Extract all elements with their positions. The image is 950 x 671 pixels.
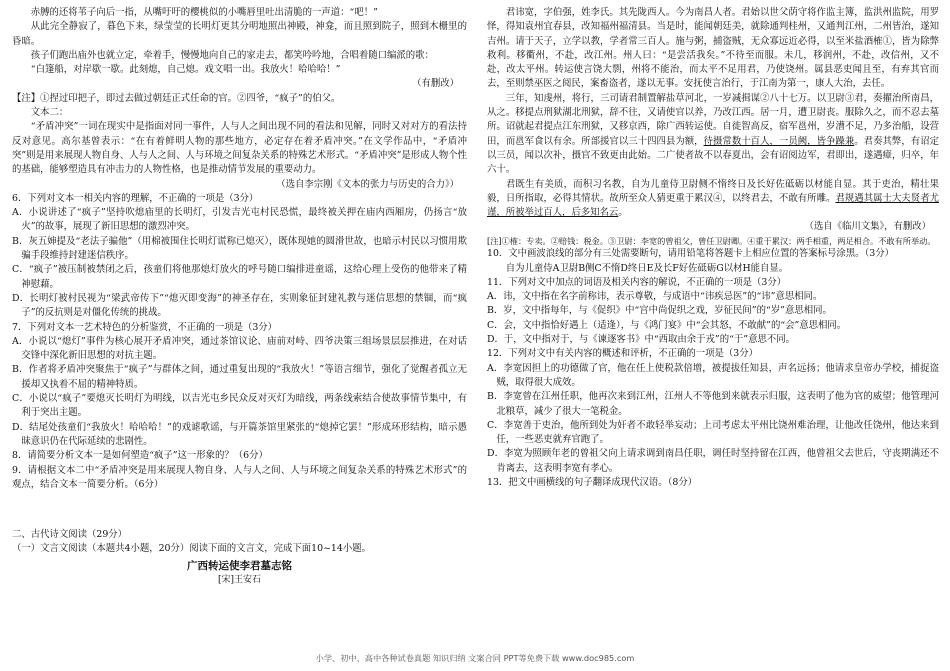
question-10-sentence: 自为儿童侍A卫尉B侧C不惰D终日E及长F好佐砥砺G以材H能自显。	[505, 262, 789, 274]
option-11c: C．会，文中指恰好遇上（适逢），与《鸿门宴》中“会其怒，不敢献”的“会”意思相同。	[487, 319, 847, 331]
option-6a: A．小说讲述了“疯子”坚持吹熄庙里的长明灯，引发吉光屯村民恐慌，最终被关押在庙内西厢房，仍扬言“放火”的故事，展现了新旧思想的激烈冲突。	[12, 207, 467, 233]
right-column	[487, 6, 939, 490]
source-note: （选自李宗刚《文本的张力与历史的合力》）	[276, 178, 459, 190]
question-13: 13．把文中画横线的句子翻译成现代汉语。（8分）	[487, 477, 698, 488]
passage-title: 广西转运使李君墓志铭	[187, 559, 292, 572]
option-11d: D．于，文中指对于，与《谏逐客书》中“西取由余于戎”的“于”意思不同。	[487, 334, 795, 346]
option-6c: C．“疯子”被压制被禁闭之后，孩童们将他那熄灯放火的呼号随口编排进童谣，这给心理上受伤的他带来了精神慰藉。	[12, 264, 467, 290]
option-7c: C．小说以“疯子”要熄灭长明灯为明线，以吉光屯乡民众反对灭灯为暗线，两条线索结合使故事情节集中，有利于突出主题。	[12, 393, 467, 419]
annotation: 【注】①捏过印把子，即过去做过朝廷正式任命的官。②四爷，“疯子”的伯父。	[12, 92, 341, 104]
option-6b: B．灰五婶提及“老法子骗他”（用棉被围住长明灯谎称已熄灭），既体现她的圆滑世故，也暗示村民以习惯用欺骗手段维持封建迷信秩序。	[12, 235, 467, 262]
story-paragraph: 赤膊的还将苇子向后一指，从嘴吁吁的樱桃似的小嘴唇里吐出清脆的一声道：“吧！”	[30, 7, 378, 18]
classical-paragraph: 三年，知虔州，将行，三司请君制置解盐草河北，一岁减揖谋②八十七万。以卫尉③君，奏擢治所南昌，从之。移提点刑狱湖北刑狱，辞不往，又请使官以养，乃改江西。居一月，遭卫尉丧。服除久之，而不忍去墓所。诏就起君提点江东刑狱，又移京西，除广西转运使。自徙智高反，宿军邕州，岁漕不足，乃多治船，设营田，而邕军食以有余。所部援官以三十四四县为额，待摄常数十百人，一员阙，皆争躁兼。君奏其弊，有诏定以三员，闻以次补，摄官不致更由此始。二广使者故不以春夏出，会有诏阅边军，君即出，遂遇瘴，归卒，年六十。	[487, 92, 939, 176]
option-6d: D．长明灯被村民视为“梁武帝传下”“熄灭即变海”的神圣存在，实则象征封建礼教与迷信思想的禁锢，而“疯子”的反抗则是对僵化传统的挑战。	[12, 292, 467, 319]
question-12: 12．下列对文中有关内容的概述和评析，不正确的一项是（3分）	[487, 348, 759, 360]
option-7a: A．小说以“熄灯”事件为核心展开矛盾冲突，通过茶馆议论、庙前对峙、四爷决策三组场景层层推进，在对话交锋中深化新旧思想的对抗主题。	[12, 335, 467, 362]
question-6: 6．下列对文本一相关内容的理解，不正确的一项是（3分）	[12, 192, 259, 204]
section-2a-heading: （一）文言文阅读（本题共4小题，20分）阅读下面的文言文，完成下面10~14小题。	[12, 543, 371, 555]
question-11: 11．下列对文中加点的词语及相关内容的解说，不正确的一项是（3分）	[487, 276, 787, 288]
children-song: “白篷船，对岸歇一歇。此刻熄，自己熄。戏文唱一出。我放火！哈哈哈！”	[30, 64, 341, 76]
classical-paragraph: 君既生有美质，而积习名教，自为儿童侍卫尉侧不惰终日及长好佐砥砺以材能自显。其于吏治，精壮果毅，日所指取，必得其情状。故所至众人猜更重于累汉④，以终君去，不敢有所雕。君规遇其属士大夫贤者尤谨，所被举过百人，后多知名云。	[487, 178, 939, 219]
option-12a: A．李宽因担上的功德做了官，他在任上使税款倍增，被提拔任知县，声名远扬；他请求皇帝办学校，捕捉盗贼，取得很大成效。	[487, 362, 939, 388]
option-11a: A．讳，文中指在名字前称讳，表示尊敬，与成语中“讳疾忌医”的“讳”意思相同。	[487, 291, 823, 303]
option-11b: B．岁，文中指每年，与《促织》中“宫中尚促织之戏，岁征民间”的“岁”意思相同。	[487, 305, 832, 317]
option-12c: C．李宽善于吏治，他所到处为奸者不敢轻举妄动；上司考虑太平州比饶州难治理，让他改任饶州，他达来到任，一些恶吏就弃官跑了。	[487, 419, 939, 446]
text2-heading: 文本二：	[30, 107, 69, 119]
underlined-sentence: 待摄常数十百人，一员阙，皆争躁兼	[703, 135, 855, 147]
passage-author: [宋]王安石	[217, 574, 262, 585]
option-7d: D．结尾处孩童们“我放火！哈哈哈！”的戏谑歌谣，与开篇茶馆里紧张的“熄掉它罢！”形成环形结构，暗示愚昧意识仍在代际延续的悲剧性。	[12, 421, 467, 447]
option-7b: B．作者将矛盾冲突聚焦于“疯子”与群体之间，通过重复出现的“我放火！”等语言细节，强化了觉醒者孤立无援却又执着不屈的精神特质。	[12, 364, 467, 390]
left-column	[12, 6, 467, 587]
story-paragraph: 孩子们跑出庙外也就立定，牵着手，慢慢地向自己的家走去，都笑吟吟地，合唱着随口编派的歌：	[30, 49, 434, 61]
question-9: 9．请根据文本二中“矛盾冲突是用来展现人物自身、人与人之间、人与环境之间复杂关系的特殊艺术形式”的观点，结合文本一简要分析。（6分）	[12, 464, 467, 490]
text2-body: “矛盾冲突”一词在现实中是指面对同一事件，人与人之间出现不同的看法和见解，同时又对对方的看法持反对意见。高尔基曾表示：“在有着鲜明人物的那些地方，必定存在着矛盾冲突。”在文学作品中，“矛盾冲突”则是用来展现人物自身、人与人之间、人与环境之间复杂关系的特殊艺术形式。“矛盾冲突”是形成人物个性的基础，能够塑造具有冲击力的人物性格，也是推动情节发展的重要动力。	[12, 121, 468, 176]
section-2-heading: 二、古代诗文阅读（29分）	[12, 529, 128, 541]
annotation: [注]①榷：专卖。②赔钱：税金。③卫尉：李宽的曾祖父，曾任卫尉卿。④重于累汉：两手相重，两足相合。不敢有所举动。	[487, 235, 936, 246]
question-7: 7．下列对文本一艺术特色的分析鉴赏，不正确的一项是（3分）	[12, 321, 278, 333]
question-8: 8．请简要分析文本一是如何塑造“疯子”这一形象的？（6分）	[12, 450, 268, 462]
story-paragraph: 从此完全静寂了，暮色下来，绿莹莹的长明灯更其分明地照出神殿，神龛，而且照到院子，照到木栅里的昏暗。	[12, 21, 467, 47]
source-note: （有删改）	[412, 78, 459, 90]
source-note: （选自《临川文集》，有删改）	[804, 221, 931, 233]
classical-paragraph: 君讳宽，字伯强，姓李氏。其先陇西人。今为南昌人者。君始以世父荫守将作监主簿，监洪州监院，用罗怿，得知袁州宜春县，改知福州福清县。当是时，能闻朝廷美，就除通判桂州，又通判江州，二州皆治，遂知吉州。请于天子，立学以教，学者常三百人。施与粥，捕盗贼，无众寡远近必得，以至米盐酒榷①，皆为除弊救利。移衢州，不赴，改江州。州人曰：“是尝活我矣。”不待至而服。未几，移润州，不赴，改信州，又不赴，改太平州。转运使言饶大剽，州将不能治，而太平不足用君，乃使饶州。属县恶吏闻且至，有弃其官而去，至则禁巫医之阅民，案畜盗者，遂以无事。安抚使言治行，于江南为第一，康人大治，去任。	[487, 7, 939, 90]
option-12b: B．李宽曾在江州任职，他再次来到江州，江州人不等他到来就表示归服，这表明了他为官的威望；他管理河北粮草，减少了很大一笔税金。	[487, 391, 939, 417]
option-12d: D．李宽为照顾年老的曾祖父向上请求调到南昌任职，调任时坚持留在江西，他曾祖父去世后，守丧期满还不肯离去，这表明李宽有孝心。	[487, 448, 939, 474]
question-10: 10．文中画波浪线的部分有三处需要断句，请用铅笔将答题卡上相应位置的答案标号涂黑。（3分）	[487, 248, 894, 260]
underlined-sentence: 君规遇其属士大夫贤者尤谨，所被举过百人，后多知名云	[487, 192, 939, 219]
page-footer: 小学、初中、高中各种试卷真题 知识归纳 文案合同 PPT等免费下载 www.doc985.com	[315, 653, 635, 663]
